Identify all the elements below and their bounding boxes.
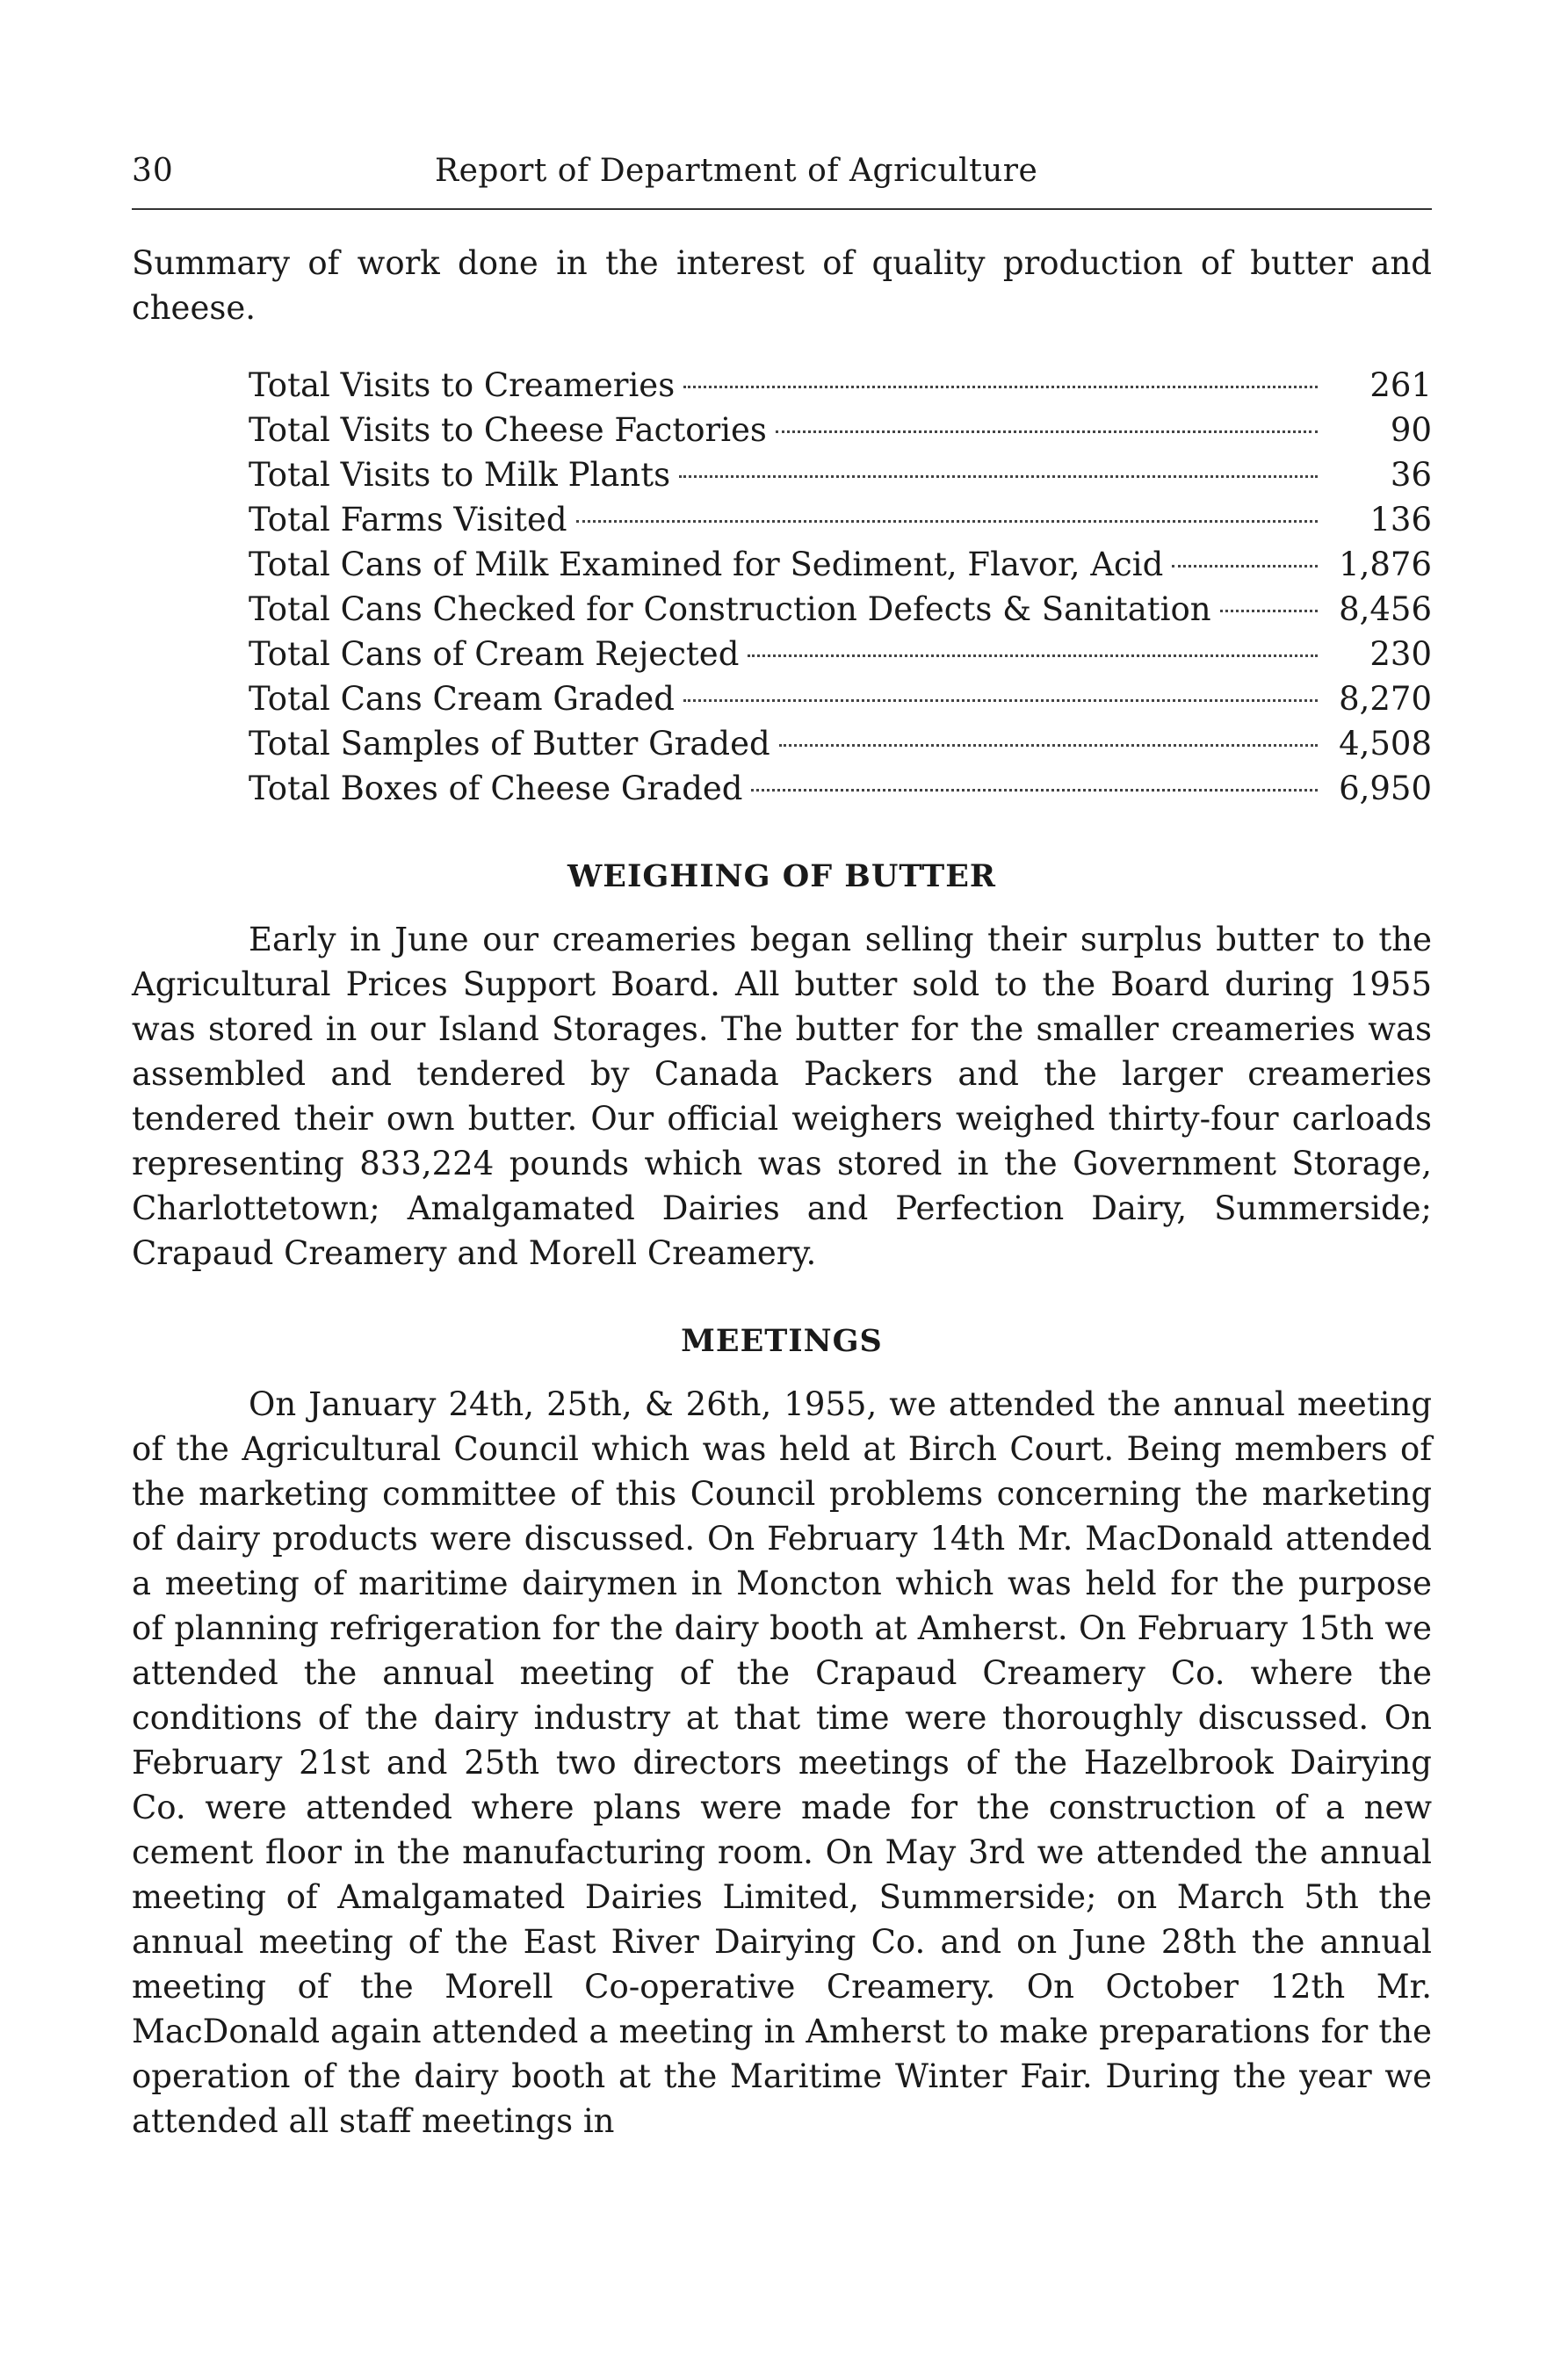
summary-value: 8,270: [1339, 679, 1432, 718]
summary-row: [249, 363, 1432, 408]
page-number: 30: [132, 153, 174, 189]
summary-value: 230: [1369, 634, 1432, 673]
summary-row: [249, 497, 1432, 542]
summary-label: Total Cans Cream Graded: [249, 679, 675, 718]
summary-label: Total Cans Checked for Construction Defects & Sanitation: [249, 589, 1211, 628]
section-heading-meetings: MEETINGS: [681, 1322, 883, 1359]
dot-leader: [1172, 565, 1318, 568]
meetings-paragraph: On January 24th, 25th, & 26th, 1955, we attended the annual meeting of the Agricultural Council which was held at Birch Court. Being members of the marketing committee of this Council problems concerning the marketing of dairy products were discussed. On February 14th Mr. MacDonald attended a meeting of maritime dairymen in Moncton which was held for the purpose of planning refrigeration for the dairy booth at Amherst. On February 15th we attended the annual meeting of the Crapaud Creamery Co. where the conditions of the dairy industry at that time were thoroughly discussed. On February 21st and 25th two directors meetings of the Hazelbrook Dairying Co. were attended where plans were made for the construction of a new cement floor in the manufacturing room. On May 3rd we attended the annual meeting of Amalgamated Dairies Limited, Summerside; on March 5th the annual meeting of the East River Dairying Co. and on June 28th the annual meeting of the Morell Co-operative Creamery. On October 12th Mr. MacDonald again attended a meeting in Amherst to make preparations for the operation of the dairy booth at the Maritime Winter Fair. During the year we attended all staff meetings in: [132, 1384, 1432, 2140]
running-head: [132, 154, 1432, 210]
summary-row: [249, 542, 1432, 587]
summary-row: [249, 721, 1432, 766]
summary-row: [249, 676, 1432, 721]
dot-leader: [776, 430, 1318, 433]
dot-leader: [679, 475, 1318, 478]
summary-value: 6,950: [1339, 769, 1432, 807]
dot-leader: [683, 699, 1318, 702]
summary-label: Total Visits to Creameries: [249, 365, 676, 404]
summary-value: 261: [1369, 365, 1432, 404]
dot-leader: [1220, 610, 1318, 612]
summary-value: 136: [1369, 500, 1432, 539]
summary-row: [249, 632, 1432, 676]
summary-label: Total Samples of Butter Graded: [249, 724, 770, 763]
summary-label: Total Boxes of Cheese Graded: [249, 769, 743, 807]
summary-label: Total Cans of Cream Rejected: [249, 634, 740, 673]
summary-intro: Summary of work done in the interest of quality production of butter and cheese.: [132, 243, 1432, 327]
summary-list: [132, 363, 1432, 811]
summary-value: 36: [1390, 455, 1432, 494]
summary-row: [249, 766, 1432, 811]
weighing-paragraph: Early in June our creameries began selling their surplus butter to the Agricultural Prices Support Board. All butter sold to the Board during 1955 was stored in our Island Storages. The butter for the smaller creameries was assembled and tendered by Canada Packers and the larger creameries tendered their own butter. Our official weighers weighed thirty-four carloads representing 833,224 pounds which was stored in the Government Storage, Charlottetown; Amalgamated Dairies and Perfection Dairy, Summerside; Crapaud Creamery and Morell Creamery.: [132, 920, 1432, 1272]
report-page: [132, 154, 1432, 2144]
dot-leader: [576, 520, 1318, 523]
dot-leader: [779, 744, 1318, 747]
summary-value: 8,456: [1339, 589, 1432, 628]
summary-label: Total Visits to Milk Plants: [249, 455, 671, 494]
summary-row: [249, 408, 1432, 452]
summary-label: Total Farms Visited: [249, 500, 567, 539]
summary-value: 1,876: [1339, 545, 1432, 583]
summary-value: 4,508: [1339, 724, 1432, 763]
dot-leader: [748, 654, 1318, 657]
summary-row: [249, 452, 1432, 497]
running-head-title: Report of Department of Agriculture: [435, 153, 1038, 189]
dot-leader: [683, 386, 1318, 388]
summary-row: [249, 587, 1432, 632]
summary-label: Total Cans of Milk Examined for Sediment, Flavor, Acid: [249, 545, 1164, 583]
summary-label: Total Visits to Cheese Factories: [249, 410, 767, 449]
summary-value: 90: [1390, 410, 1432, 449]
section-heading-weighing: WEIGHING OF BUTTER: [567, 857, 996, 894]
dot-leader: [751, 789, 1318, 792]
